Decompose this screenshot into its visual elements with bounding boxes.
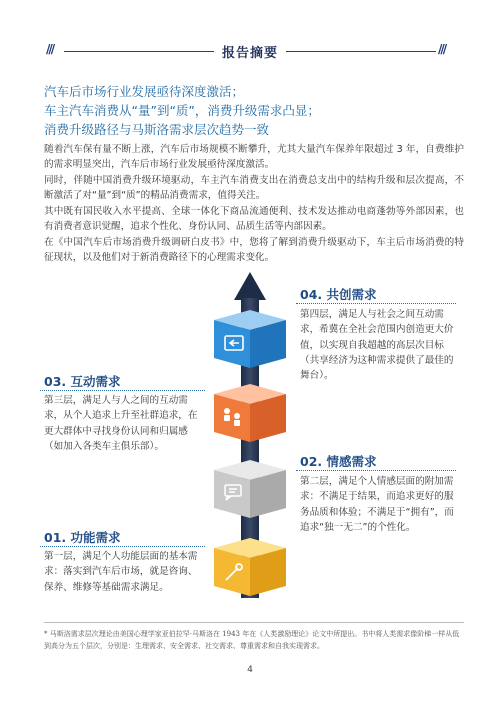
headline-3: 消费升级路径与马斯洛需求层次趋势一致	[44, 122, 270, 137]
needs-ladder-diagram	[200, 270, 300, 610]
level-1-text: 第一层，满足个人功能层面的基本需求：落实到汽车后市场，就是咨询、保养、维修等基础需求满足。	[44, 551, 198, 593]
level-2-title: 02. 情感需求	[300, 454, 377, 469]
footnote-rule	[44, 622, 464, 623]
cube-level-3	[214, 384, 286, 442]
arrow-head	[234, 272, 266, 300]
intro-paragraph-4: 在《中国汽车后市场消费升级调研白皮书》中，您将了解到消费升级驱动下，车主后市场消费的特征现状，以及他们对于新消费路径下的心理需求变化。	[44, 237, 464, 264]
cube-level-1	[214, 538, 286, 596]
header-slash-right: ///	[438, 42, 446, 56]
level-4-text: 第四层，满足人与社会之间互动需求，希冀在全社会范围内创造更大价值，以实现自我超越的高层次目标（共享经济为这种需求提供了最佳的舞台）。	[300, 309, 454, 382]
page-section-title: 报告摘要	[0, 42, 500, 61]
intro-paragraph-3: 其中既有国民收入水平提高、全球一体化下商品流通便利、技术发达推动电商蓬勃等外部因素，也有消费者意识觉醒，追求个性化、身份认同、品质生活等内部因素。	[44, 206, 464, 233]
level-3-text: 第三层，满足人与人之间的互动需求，从个人追求上升至社群追求，在更大群体中寻找身份认同和归属感（如加入各类车主俱乐部）。	[44, 395, 198, 452]
page-number: 4	[247, 665, 253, 675]
footnote: * 马斯洛需求层次理论由美国心理学家亚伯拉罕·马斯洛在 1943 年在《人类激励理论》论文中所提出。书中将人类需求像阶梯一样从低到高分为五个层次，分别是：生理需求、安全需求、社交需求、尊重需求和自我实现需求。	[44, 630, 460, 650]
intro-paragraph-1: 随着汽车保有量不断上涨，汽车后市场规模不断攀升，尤其大量汽车保养年限超过 3 年，自费维护的需求明显突出，汽车后市场行业发展亟待深度激活。	[44, 144, 464, 171]
cube-level-4	[214, 310, 286, 368]
headline-2: 车主汽车消费从“量”到“质”，消费升级需求凸显；	[44, 103, 320, 118]
level-2-text: 第二层，满足个人情感层面的附加需求：不满足于结果，而追求更好的服务品质和体验；不满足于“拥有”，而追求“独一无二”的个性化。	[300, 476, 454, 533]
level-4-divider	[296, 303, 456, 304]
level-3-title: 03. 互动需求	[44, 374, 121, 389]
level-1-title: 01. 功能需求	[44, 530, 121, 545]
level-2-divider	[296, 470, 456, 471]
header-rule-right	[286, 51, 436, 52]
intro-paragraph-2: 同时，伴随中国消费升级环境驱动，车主汽车消费支出在消费总支出中的结构升级和层次提高，不断激活了对“量”到“质”的精品消费需求，值得关注。	[44, 175, 464, 202]
level-3-divider	[40, 390, 205, 391]
level-1-divider	[40, 546, 205, 547]
header-slash-left: ///	[46, 42, 54, 56]
headline-1: 汽车后市场行业发展亟待深度激活；	[44, 84, 245, 99]
level-4-title: 04. 共创需求	[300, 287, 377, 302]
cube-level-2	[214, 460, 286, 518]
